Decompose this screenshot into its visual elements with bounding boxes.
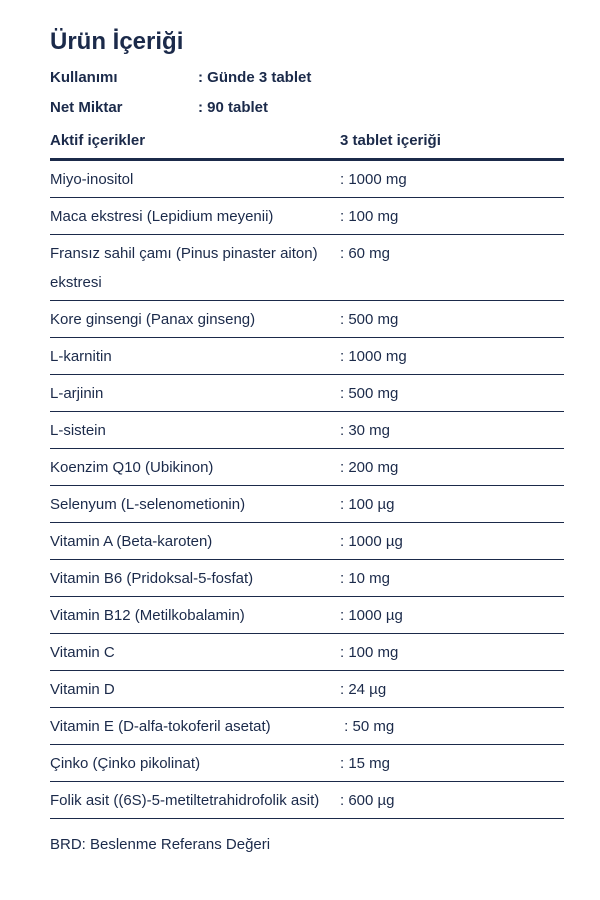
ingredient-name: Miyo-inositol bbox=[50, 171, 134, 188]
ingredient-amount: : 15 mg bbox=[340, 755, 391, 772]
ingredient-name: Selenyum (L-selenometionin) bbox=[50, 496, 246, 513]
table-row bbox=[50, 198, 564, 235]
table-row bbox=[50, 301, 564, 338]
footnote: BRD: Beslenme Referans Değeri bbox=[50, 836, 271, 853]
usage-label: Kullanımı bbox=[50, 69, 118, 86]
usage-value: : Günde 3 tablet bbox=[198, 69, 312, 86]
ingredient-amount: : 1000 mg bbox=[340, 348, 407, 365]
table-row bbox=[50, 375, 564, 412]
ingredient-name: L-karnitin bbox=[50, 348, 112, 365]
ingredient-amount: : 1000 µg bbox=[340, 607, 403, 624]
table-row bbox=[50, 161, 564, 198]
ingredient-amount: : 200 mg bbox=[340, 459, 399, 476]
header-ingredients: Aktif içerikler bbox=[50, 132, 146, 149]
table-row bbox=[50, 486, 564, 523]
ingredient-amount: : 500 mg bbox=[340, 311, 399, 328]
ingredient-amount: : 60 mg bbox=[340, 245, 391, 262]
table-row bbox=[50, 708, 564, 745]
ingredient-amount: : 10 mg bbox=[340, 570, 391, 587]
ingredient-amount: : 24 µg bbox=[340, 681, 387, 698]
table-row bbox=[50, 235, 564, 301]
ingredient-amount: : 100 mg bbox=[340, 208, 399, 225]
ingredient-name: L-arjinin bbox=[50, 385, 104, 402]
ingredient-name: Fransız sahil çamı (Pinus pinaster aiton) ekstresi bbox=[50, 245, 318, 291]
ingredient-name: Vitamin C bbox=[50, 644, 115, 661]
ingredient-amount: : 600 µg bbox=[340, 792, 395, 809]
table-row bbox=[50, 560, 564, 597]
table-row bbox=[50, 634, 564, 671]
ingredient-name: Folik asit ((6S)-5-metiltetrahidrofolik asit) bbox=[50, 792, 320, 809]
ingredient-name: Vitamin B6 (Pridoksal-5-fosfat) bbox=[50, 570, 254, 587]
ingredient-amount: : 1000 mg bbox=[340, 171, 407, 188]
table-row bbox=[50, 671, 564, 708]
ingredient-name: Kore ginsengi (Panax ginseng) bbox=[50, 311, 256, 328]
net-amount-label: Net Miktar bbox=[50, 99, 123, 116]
table-row bbox=[50, 782, 564, 819]
net-amount-value: : 90 tablet bbox=[198, 99, 269, 116]
table-row bbox=[50, 338, 564, 375]
ingredient-name: Çinko (Çinko pikolinat) bbox=[50, 755, 201, 772]
table-row bbox=[50, 449, 564, 486]
ingredient-amount: : 100 mg bbox=[340, 644, 399, 661]
ingredient-amount: : 500 mg bbox=[340, 385, 399, 402]
ingredient-amount: : 1000 µg bbox=[340, 533, 403, 550]
table-row bbox=[50, 597, 564, 634]
ingredient-name: Vitamin B12 (Metilkobalamin) bbox=[50, 607, 245, 624]
ingredient-amount: : 50 mg bbox=[340, 718, 395, 735]
table-row bbox=[50, 412, 564, 449]
ingredient-name: Vitamin D bbox=[50, 681, 115, 698]
table-header bbox=[50, 124, 564, 161]
header-amount: 3 tablet içeriği bbox=[340, 132, 441, 149]
table-row bbox=[50, 745, 564, 782]
table-row bbox=[50, 523, 564, 560]
ingredient-name: L-sistein bbox=[50, 422, 106, 439]
ingredient-name: Koenzim Q10 (Ubikinon) bbox=[50, 459, 214, 476]
ingredients-table bbox=[50, 161, 564, 819]
ingredient-name: Vitamin E (D-alfa-tokoferil asetat) bbox=[50, 718, 271, 735]
ingredient-name: Vitamin A (Beta-karoten) bbox=[50, 533, 213, 550]
ingredient-amount: : 100 µg bbox=[340, 496, 395, 513]
ingredient-amount: : 30 mg bbox=[340, 422, 391, 439]
ingredient-name: Maca ekstresi (Lepidium meyenii) bbox=[50, 208, 274, 225]
page-title: Ürün İçeriği bbox=[50, 28, 184, 55]
